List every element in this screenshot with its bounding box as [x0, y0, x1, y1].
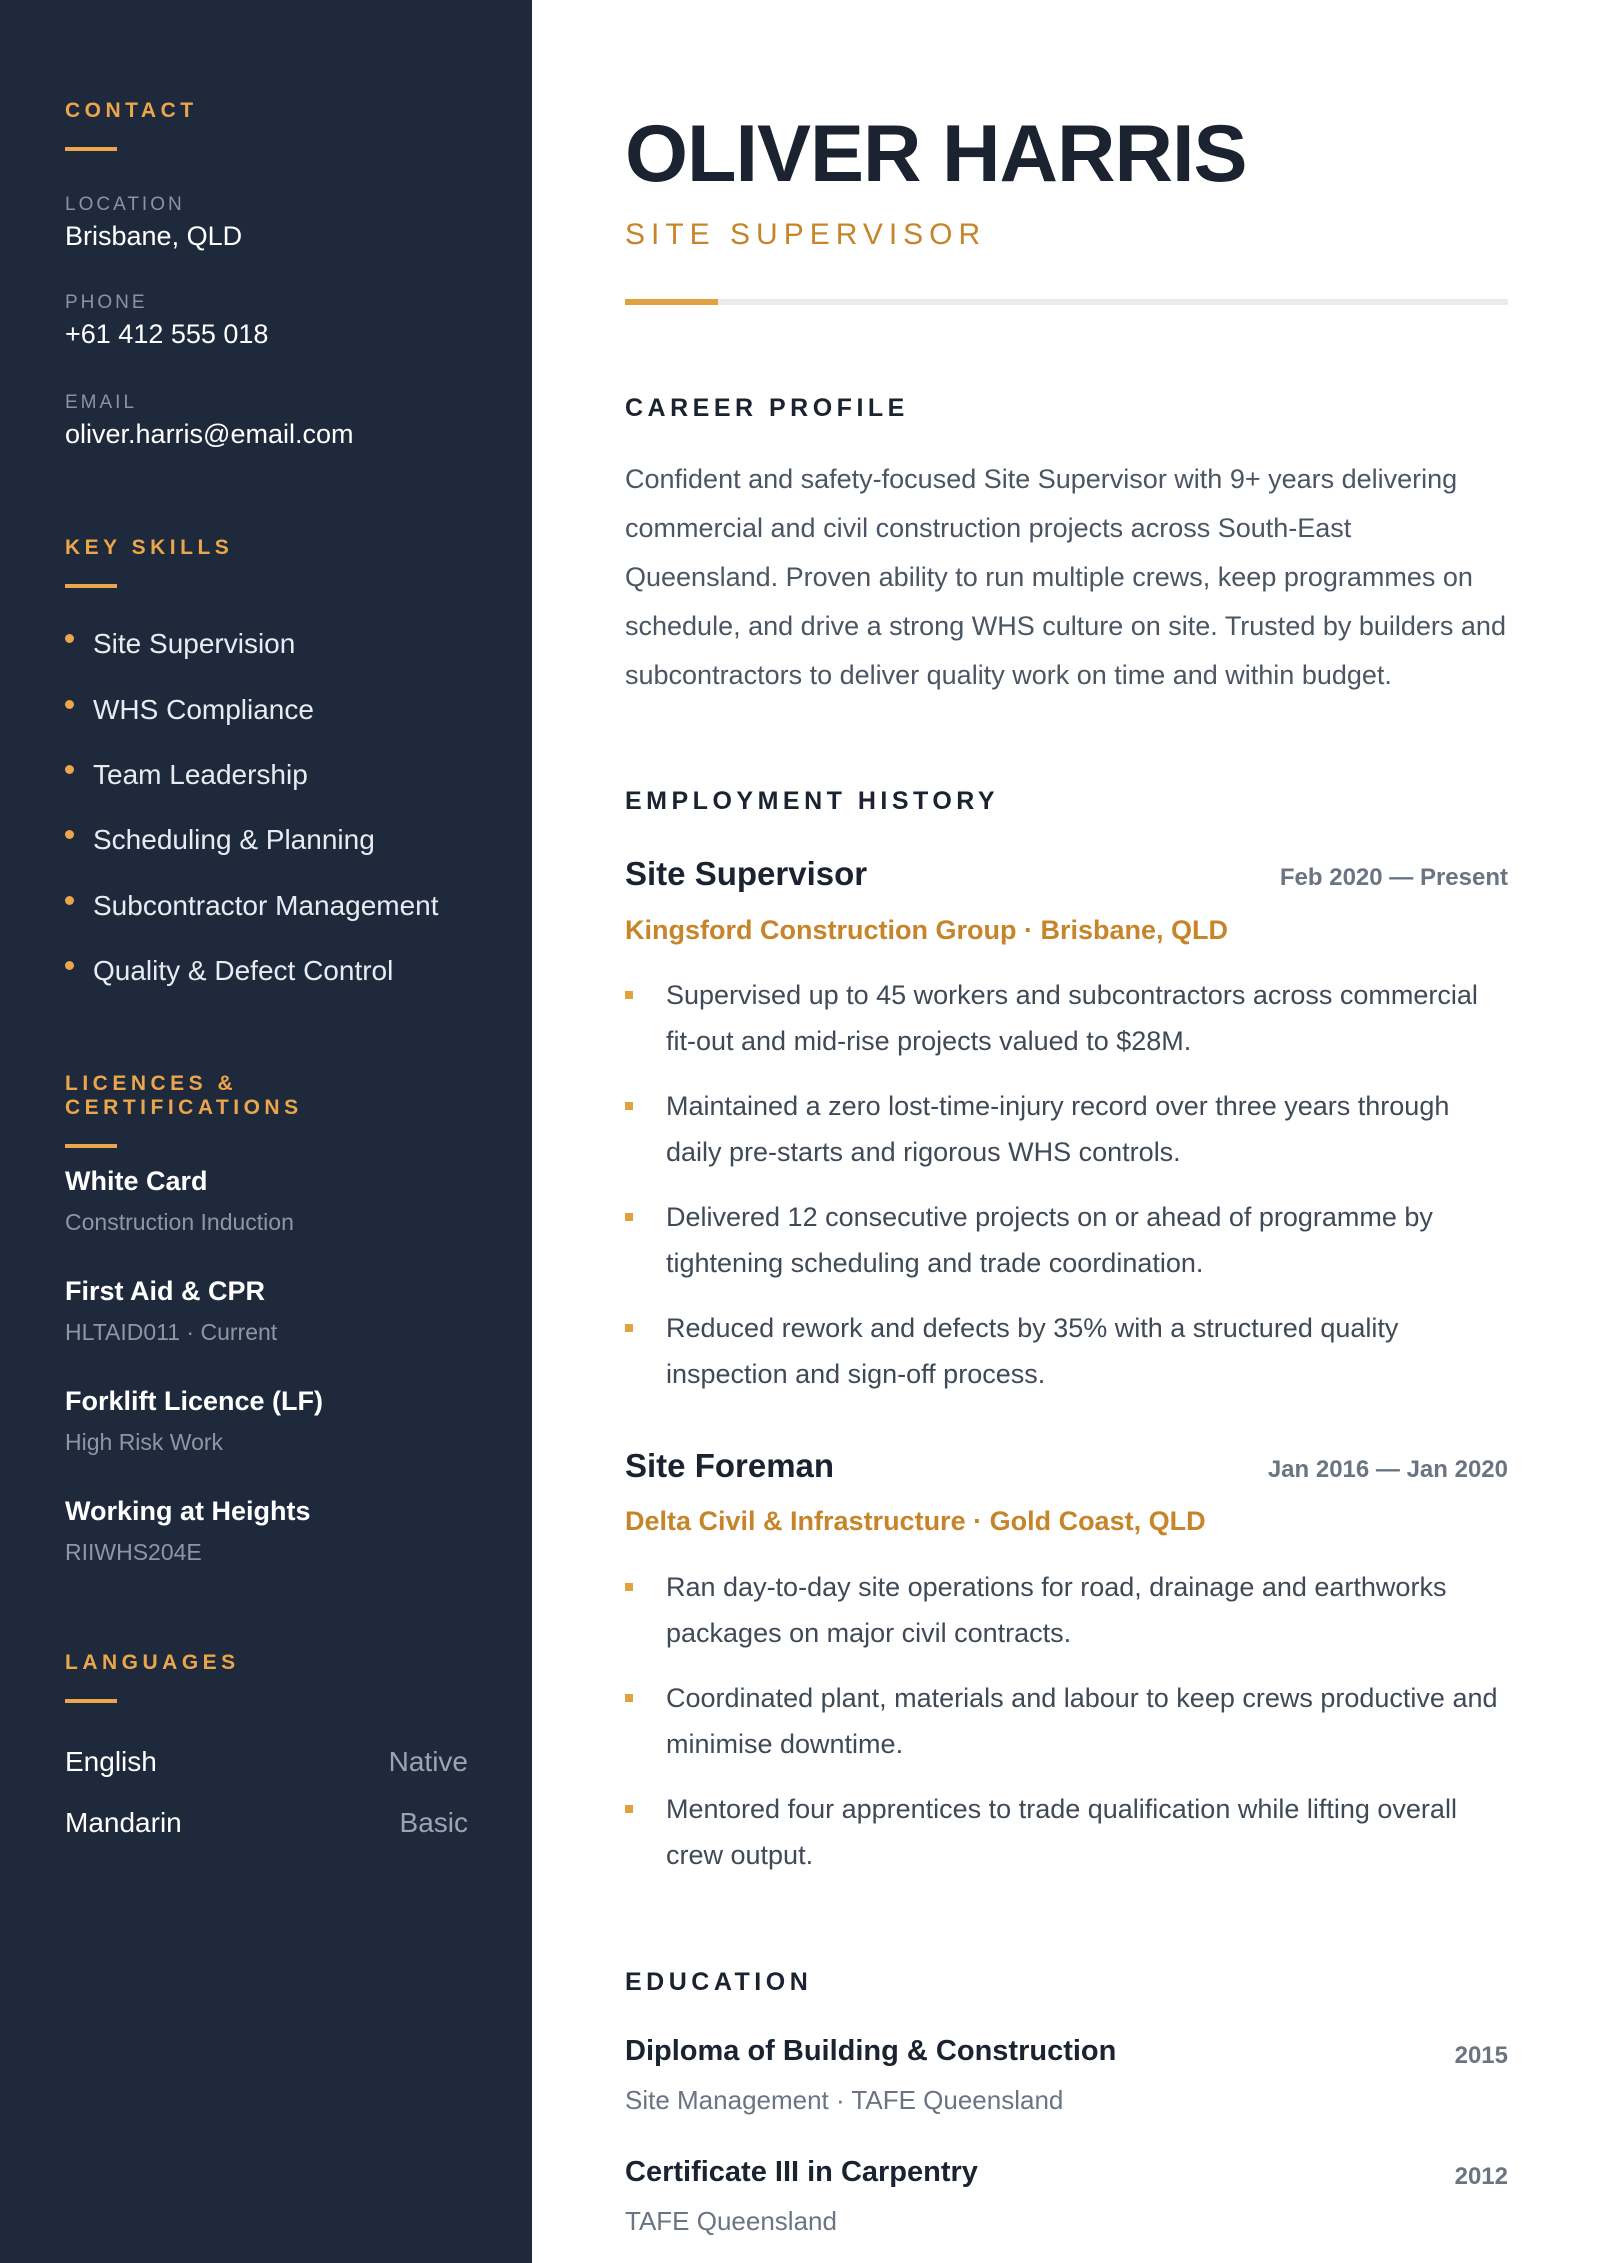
language-row [65, 1807, 468, 1839]
contact-phone [65, 292, 268, 350]
job-bullet-text: Delivered 12 consecutive projects on or ahead of programme by tightening scheduling and trade coordination. [666, 1202, 1433, 1278]
certification-item [65, 1166, 294, 1236]
language-name: English [65, 1746, 157, 1777]
bullet-dot-icon [65, 830, 74, 839]
contact-email-label: EMAIL [65, 392, 138, 413]
skills-section [65, 536, 475, 986]
skill-item [65, 824, 375, 856]
skill-label: Site Supervision [93, 628, 296, 659]
languages-heading: LANGUAGES [65, 1651, 240, 1674]
job-bullet [625, 1786, 1508, 1878]
certification-detail: HLTAID011 · Current [65, 1319, 278, 1345]
square-bullet-icon [625, 991, 633, 999]
square-bullet-icon [625, 1213, 633, 1221]
certification-detail: RIIWHS204E [65, 1539, 202, 1565]
candidate-role: SITE SUPERVISOR [625, 218, 987, 251]
certification-name: Working at Heights [65, 1496, 311, 1526]
job-bullet [625, 1564, 1508, 1656]
job-title: Site Foreman [625, 1447, 835, 1484]
contact-heading: CONTACT [65, 99, 198, 122]
job-bullet-text: Ran day-to-day site operations for road, drainage and earthworks packages on major civil contracts. [666, 1572, 1447, 1648]
job-bullet-text: Mentored four apprentices to trade qualification while lifting overall crew output. [666, 1794, 1457, 1870]
language-level: Native [388, 1746, 468, 1777]
skill-item [65, 628, 295, 660]
contact-phone-label: PHONE [65, 292, 148, 313]
job-bullet-text: Supervised up to 45 workers and subcontractors across commercial fit-out and mid-rise projects valued to $28M. [666, 980, 1478, 1056]
skill-label: Quality & Defect Control [93, 955, 394, 986]
skills-heading-rule [65, 584, 117, 588]
bullet-dot-icon [65, 961, 74, 970]
candidate-name: OLIVER HARRIS [625, 109, 1247, 199]
skill-label: WHS Compliance [93, 694, 314, 725]
main-content [625, 0, 1508, 2263]
languages-heading-rule [65, 1699, 117, 1703]
job-dates: Feb 2020 — Present [1279, 864, 1508, 891]
contact-heading-rule [65, 147, 117, 151]
education-year: 2015 [1454, 2042, 1508, 2069]
education-year: 2012 [1454, 2163, 1508, 2190]
language-name: Mandarin [65, 1807, 182, 1838]
bullet-dot-icon [65, 634, 74, 643]
skill-item [65, 955, 393, 987]
job-bullet [625, 972, 1508, 1064]
contact-section [65, 99, 475, 449]
profile-text: Confident and safety-focused Site Supervisor with 9+ years delivering commercial and civil construction projects across South-East Queensland. Proven ability to run multiple crews, keep programmes on schedule, and drive a strong WHS culture on site. Trusted by builders and subcontractors to deliver quality work on time and within budget. [625, 464, 1506, 690]
certification-detail: High Risk Work [65, 1429, 224, 1455]
certification-name: First Aid & CPR [65, 1276, 266, 1306]
employment-heading: EMPLOYMENT HISTORY [625, 787, 1000, 815]
contact-email-value[interactable]: oliver.harris@email.com [65, 419, 354, 449]
job-bullet-text: Coordinated plant, materials and labour to keep crews productive and minimise downtime. [666, 1683, 1498, 1759]
job-bullet [625, 1194, 1508, 1286]
job-bullet [625, 1675, 1508, 1767]
education-heading: EDUCATION [625, 1968, 813, 1996]
contact-location [65, 194, 242, 252]
square-bullet-icon [625, 1102, 633, 1110]
job-dates: Jan 2016 — Jan 2020 [1267, 1456, 1508, 1483]
square-bullet-icon [625, 1324, 633, 1332]
certification-name: White Card [65, 1166, 208, 1196]
certification-item [65, 1386, 323, 1456]
certification-name: Forklift Licence (LF) [65, 1386, 324, 1416]
certifications-heading: LICENCES & CERTIFICATIONS [65, 1072, 303, 1119]
header-divider-accent [625, 299, 718, 305]
contact-location-value: Brisbane, QLD [65, 221, 243, 251]
skill-item [65, 759, 308, 791]
certification-item [65, 1276, 277, 1346]
bullet-dot-icon [65, 700, 74, 709]
languages-section [65, 1651, 475, 1838]
bullet-dot-icon [65, 765, 74, 774]
certification-item [65, 1496, 311, 1566]
education-detail: TAFE Queensland [625, 2206, 837, 2236]
job-bullet [625, 1083, 1508, 1175]
job-bullet-text: Maintained a zero lost-time-injury record over three years through daily pre-starts and rigorous WHS controls. [666, 1091, 1450, 1167]
header-divider [625, 299, 1508, 305]
certifications-heading-rule [65, 1144, 117, 1148]
bullet-dot-icon [65, 896, 74, 905]
job-company: Delta Civil & Infrastructure · Gold Coast, QLD [625, 1506, 1206, 1536]
profile-heading: CAREER PROFILE [625, 394, 909, 422]
education-title: Diploma of Building & Construction [625, 2035, 1117, 2067]
certifications-section [65, 1072, 475, 1565]
education-detail: Site Management · TAFE Queensland [625, 2085, 1064, 2115]
skill-label: Scheduling & Planning [93, 824, 375, 855]
skill-label: Team Leadership [93, 759, 308, 790]
certification-detail: Construction Induction [65, 1209, 294, 1235]
skill-item [65, 694, 314, 726]
contact-email [65, 392, 353, 450]
job-title: Site Supervisor [625, 855, 868, 892]
language-row [65, 1746, 468, 1778]
square-bullet-icon [625, 1583, 633, 1591]
skill-item [65, 890, 439, 922]
job-company: Kingsford Construction Group · Brisbane, QLD [625, 915, 1228, 945]
square-bullet-icon [625, 1805, 633, 1813]
education-title: Certificate III in Carpentry [625, 2156, 978, 2188]
language-level: Basic [399, 1807, 468, 1838]
contact-location-label: LOCATION [65, 194, 185, 215]
sidebar [0, 0, 532, 2263]
skills-heading: KEY SKILLS [65, 536, 234, 559]
job-bullet-text: Reduced rework and defects by 35% with a structured quality inspection and sign-off process. [666, 1313, 1399, 1389]
job-bullet [625, 1305, 1508, 1397]
skill-label: Subcontractor Management [93, 890, 439, 921]
square-bullet-icon [625, 1694, 633, 1702]
contact-phone-value[interactable]: +61 412 555 018 [65, 319, 269, 349]
